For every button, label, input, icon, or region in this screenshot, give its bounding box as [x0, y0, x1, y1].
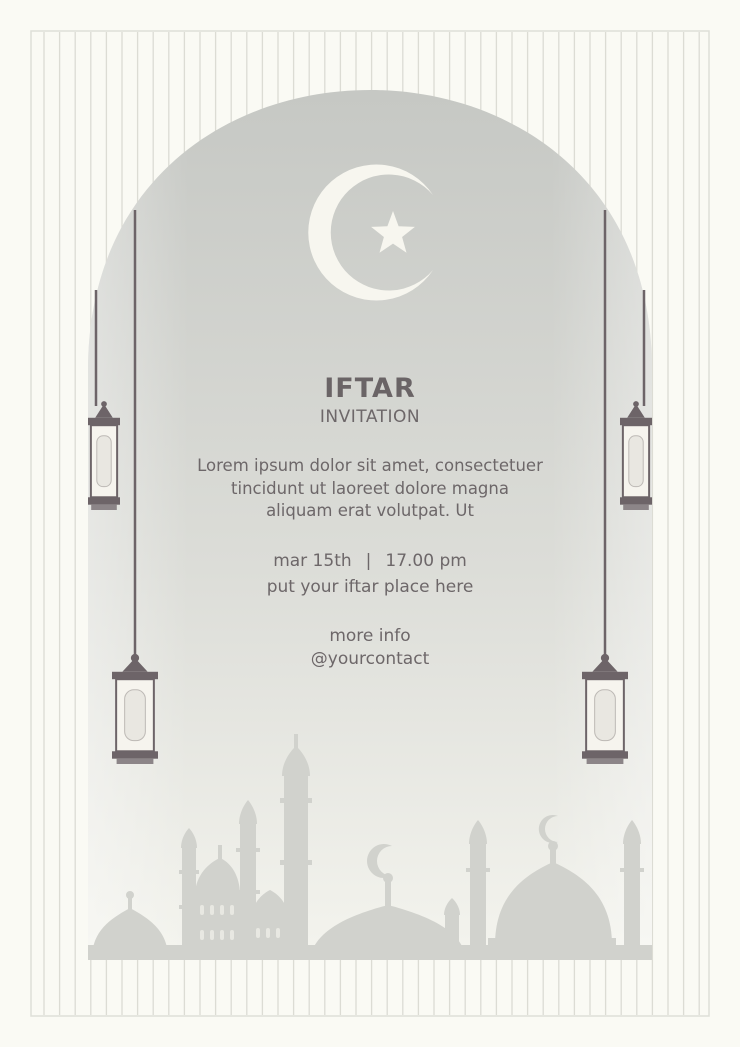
date-time-separator: | [365, 551, 372, 571]
arch-edge-light [88, 90, 652, 960]
event-date: mar 15th [273, 551, 352, 571]
invitation-body [110, 455, 630, 523]
invitation-title: IFTAR [324, 373, 416, 404]
more-info-label: more info [329, 626, 411, 646]
invitation-subtitle: INVITATION [319, 407, 421, 427]
contact-handle: @yourcontact [310, 649, 430, 669]
body-line: Lorem ipsum dolor sit amet, consectetuer [197, 456, 543, 475]
event-time: 17.00 pm [385, 551, 467, 571]
event-place: put your iftar place here [266, 577, 474, 597]
body-line: aliquam erat volutpat. Ut [266, 501, 474, 520]
body-line: tincidunt ut laoreet dolore magna [231, 478, 509, 498]
date-time [110, 551, 630, 571]
